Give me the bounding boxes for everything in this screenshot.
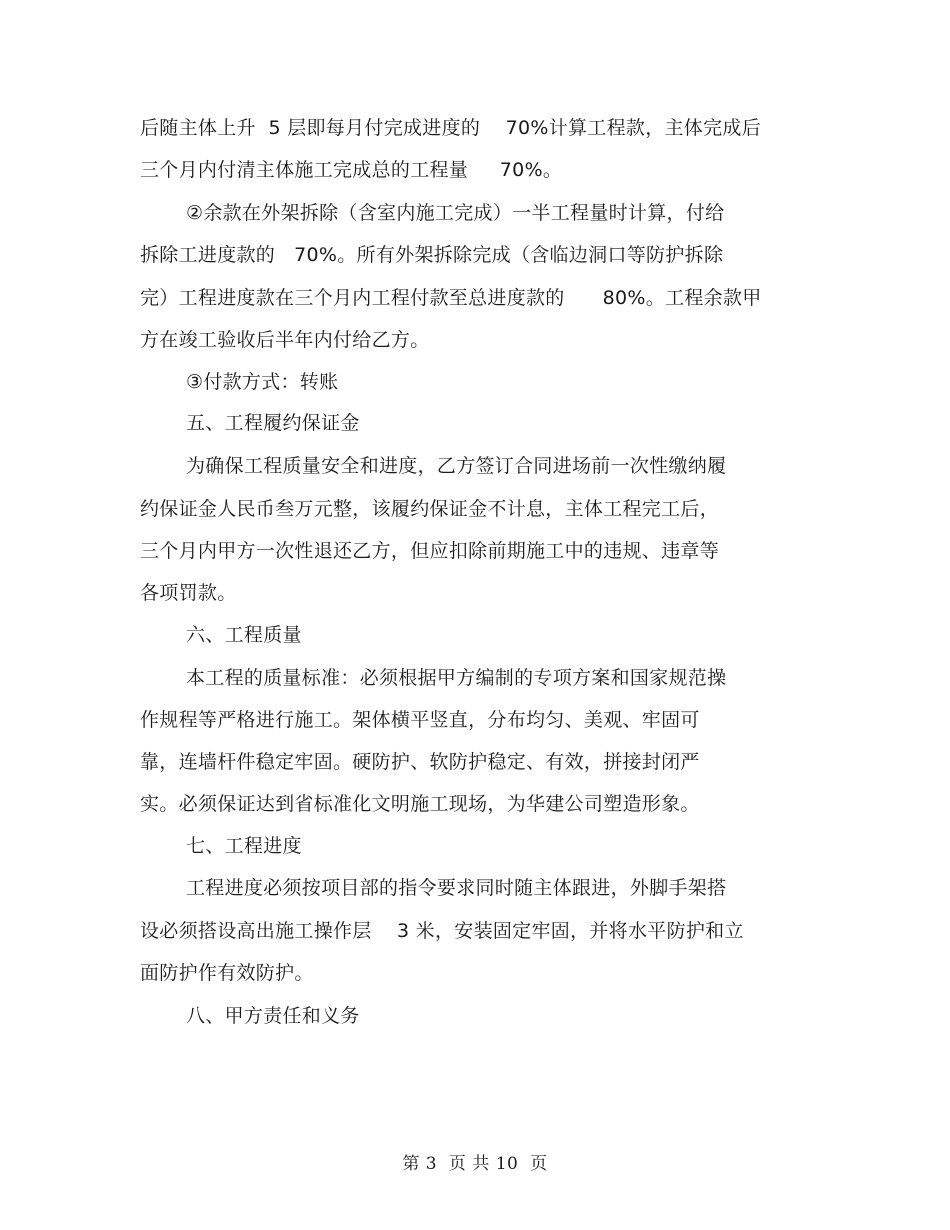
section-heading: 五、工程履约保证金	[186, 412, 360, 434]
text-line: 三个月内付清主体施工完成总的工程量 70%。	[140, 159, 563, 181]
text-line: 工程进度必须按项目部的指令要求同时随主体跟进，外脚手架搭	[186, 877, 727, 899]
text-line: 后随主体上升 5 层即每月付完成进度的 70%计算工程款，主体完成后	[140, 117, 761, 139]
text-line: 本工程的质量标准：必须根据甲方编制的专项方案和国家规范操	[186, 667, 727, 689]
text-line: 为确保工程质量安全和进度，乙方签订合同进场前一次性缴纳履	[186, 455, 727, 477]
text-line: 拆除工进度款的 70%。所有外架拆除完成（含临边洞口等防护拆除	[140, 244, 724, 266]
page-number-footer: 第 3 页 共 10 页	[402, 1154, 548, 1174]
text-line: 靠，连墙杆件稳定牢固。硬防护、软防护稳定、有效，拼接封闭严	[140, 751, 700, 773]
text-line: 设必须搭设高出施工操作层 3 米，安装固定牢固，并将水平防护和立	[140, 920, 744, 942]
text-line: 作规程等严格进行施工。架体横平竖直，分布均匀、美观、牢固可	[140, 709, 700, 731]
text-line: 面防护作有效防护。	[140, 962, 314, 984]
text-line: 实。必须保证达到省标准化文明施工现场，为华建公司塑造形象。	[140, 793, 700, 815]
text-line: 三个月内甲方一次性退还乙方，但应扣除前期施工中的违规、违章等	[140, 540, 720, 562]
text-line: ③付款方式：转账	[186, 371, 339, 393]
text-line: 约保证金人民币叁万元整，该履约保证金不计息，主体工程完工后，	[140, 498, 720, 520]
section-heading: 七、工程进度	[186, 835, 302, 857]
section-heading: 八、甲方责任和义务	[186, 1005, 360, 1027]
text-line: 方在竣工验收后半年内付给乙方。	[140, 329, 430, 351]
text-line: 各项罚款。	[140, 582, 237, 604]
text-line: 完）工程进度款在三个月内工程付款至总进度款的 80%。工程余款甲	[140, 287, 762, 309]
section-heading: 六、工程质量	[186, 624, 302, 646]
text-line: ②余款在外架拆除（含室内施工完成）一半工程量时计算，付给	[186, 202, 725, 224]
